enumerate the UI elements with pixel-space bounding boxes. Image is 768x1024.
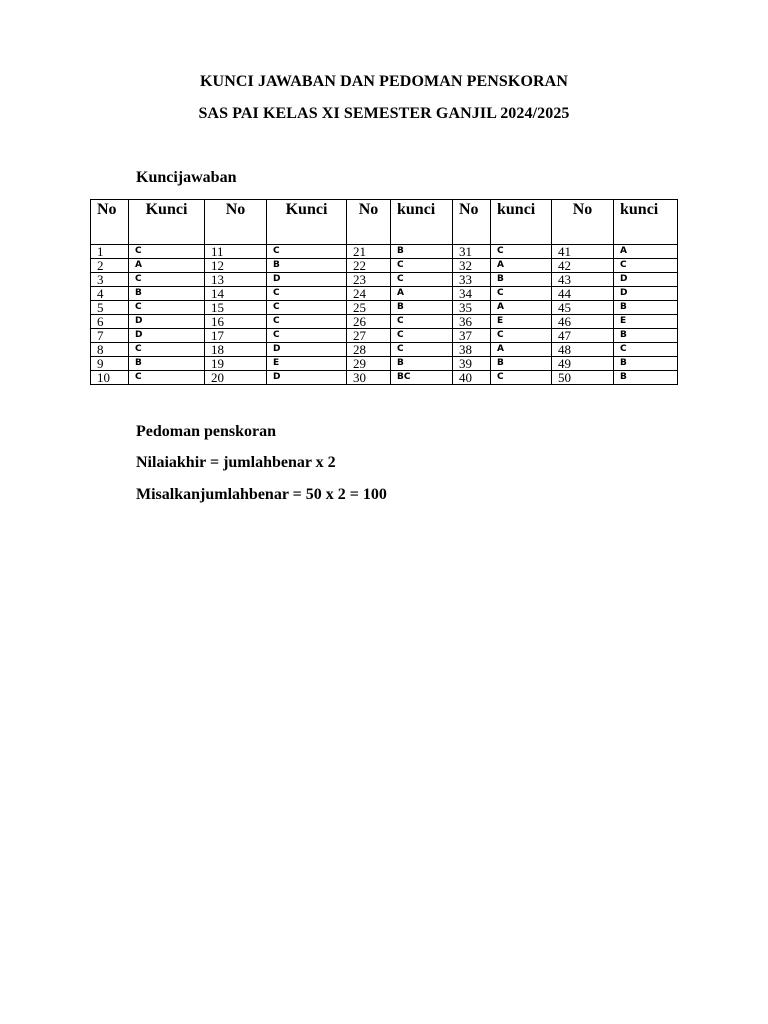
header-kunci-1: Kunci — [129, 200, 205, 245]
document-title: KUNCI JAWABAN DAN PEDOMAN PENSKORAN — [200, 73, 568, 90]
answer-key: C — [391, 315, 453, 329]
answer-key: E — [491, 315, 552, 329]
table-row — [91, 371, 678, 385]
answer-key: A — [491, 343, 552, 357]
answer-key-heading: Kuncijawaban — [136, 169, 237, 186]
table-row — [91, 259, 678, 273]
question-number: 19 — [205, 357, 267, 371]
question-number: 20 — [205, 371, 267, 385]
table-row — [91, 245, 678, 259]
question-number: 7 — [91, 329, 129, 343]
question-number: 46 — [552, 315, 614, 329]
question-number: 27 — [347, 329, 391, 343]
question-number: 24 — [347, 287, 391, 301]
question-number: 48 — [552, 343, 614, 357]
question-number: 42 — [552, 259, 614, 273]
question-number: 36 — [453, 315, 491, 329]
question-number: 21 — [347, 245, 391, 259]
question-number: 6 — [91, 315, 129, 329]
question-number: 37 — [453, 329, 491, 343]
header-kunci-2: Kunci — [267, 200, 347, 245]
answer-key: C — [391, 273, 453, 287]
answer-key: C — [267, 315, 347, 329]
question-number: 2 — [91, 259, 129, 273]
header-kunci-4: kunci — [491, 200, 552, 245]
question-number: 22 — [347, 259, 391, 273]
answer-key: C — [491, 245, 552, 259]
answer-key: B — [391, 357, 453, 371]
question-number: 10 — [91, 371, 129, 385]
question-number: 11 — [205, 245, 267, 259]
table-row — [91, 357, 678, 371]
answer-key: B — [614, 371, 678, 385]
question-number: 8 — [91, 343, 129, 357]
question-number: 31 — [453, 245, 491, 259]
question-number: 30 — [347, 371, 391, 385]
answer-key: B — [391, 301, 453, 315]
answer-key: B — [391, 245, 453, 259]
question-number: 49 — [552, 357, 614, 371]
answer-key: E — [267, 357, 347, 371]
question-number: 28 — [347, 343, 391, 357]
question-number: 14 — [205, 287, 267, 301]
header-no-2: No — [205, 200, 267, 245]
answer-key: C — [267, 329, 347, 343]
question-number: 38 — [453, 343, 491, 357]
answer-key: B — [614, 357, 678, 371]
table-row — [91, 273, 678, 287]
answer-key-body — [91, 245, 678, 385]
answer-key: C — [391, 343, 453, 357]
table-row — [91, 287, 678, 301]
question-number: 13 — [205, 273, 267, 287]
scoring-heading: Pedoman penskoran — [136, 423, 277, 440]
question-number: 50 — [552, 371, 614, 385]
answer-key: D — [614, 287, 678, 301]
question-number: 25 — [347, 301, 391, 315]
table-row — [91, 329, 678, 343]
scoring-formula: Nilaiakhir = jumlahbenar x 2 — [136, 454, 336, 471]
answer-key: E — [614, 315, 678, 329]
answer-key: C — [267, 301, 347, 315]
question-number: 16 — [205, 315, 267, 329]
question-number: 43 — [552, 273, 614, 287]
header-no-5: No — [552, 200, 614, 245]
answer-key: A — [491, 301, 552, 315]
answer-key: B — [614, 329, 678, 343]
question-number: 26 — [347, 315, 391, 329]
question-number: 17 — [205, 329, 267, 343]
question-number: 35 — [453, 301, 491, 315]
header-no-3: No — [347, 200, 391, 245]
question-number: 3 — [91, 273, 129, 287]
table-row — [91, 315, 678, 329]
question-number: 23 — [347, 273, 391, 287]
answer-key: A — [391, 287, 453, 301]
answer-key: C — [129, 245, 205, 259]
question-number: 5 — [91, 301, 129, 315]
document-subtitle: SAS PAI KELAS XI SEMESTER GANJIL 2024/2025 — [198, 105, 570, 122]
question-number: 9 — [91, 357, 129, 371]
answer-key: C — [491, 371, 552, 385]
question-number: 1 — [91, 245, 129, 259]
answer-key: C — [129, 273, 205, 287]
question-number: 40 — [453, 371, 491, 385]
answer-key: B — [129, 287, 205, 301]
answer-key: C — [491, 287, 552, 301]
header-no-4: No — [453, 200, 491, 245]
answer-key: C — [391, 329, 453, 343]
question-number: 12 — [205, 259, 267, 273]
question-number: 41 — [552, 245, 614, 259]
answer-key: BC — [391, 371, 453, 385]
table-row — [91, 301, 678, 315]
answer-key: D — [614, 273, 678, 287]
question-number: 18 — [205, 343, 267, 357]
answer-key-table — [90, 199, 678, 385]
header-no-1: No — [91, 200, 129, 245]
answer-key: D — [267, 371, 347, 385]
question-number: 32 — [453, 259, 491, 273]
question-number: 4 — [91, 287, 129, 301]
header-kunci-3: kunci — [391, 200, 453, 245]
answer-key: C — [391, 259, 453, 273]
answer-key: B — [267, 259, 347, 273]
answer-key: D — [267, 343, 347, 357]
question-number: 44 — [552, 287, 614, 301]
answer-key: A — [129, 259, 205, 273]
question-number: 39 — [453, 357, 491, 371]
answer-key: B — [614, 301, 678, 315]
answer-key: C — [267, 287, 347, 301]
answer-key: D — [267, 273, 347, 287]
header-kunci-5: kunci — [614, 200, 678, 245]
answer-key: B — [491, 357, 552, 371]
answer-key: C — [491, 329, 552, 343]
answer-key: D — [129, 329, 205, 343]
answer-key: B — [129, 357, 205, 371]
answer-key: A — [491, 259, 552, 273]
question-number: 47 — [552, 329, 614, 343]
scoring-example: Misalkanjumlahbenar = 50 x 2 = 100 — [136, 486, 387, 503]
table-header-row — [91, 200, 678, 245]
answer-key: C — [129, 371, 205, 385]
question-number: 15 — [205, 301, 267, 315]
question-number: 45 — [552, 301, 614, 315]
question-number: 33 — [453, 273, 491, 287]
answer-key: A — [614, 245, 678, 259]
answer-key: C — [614, 343, 678, 357]
answer-key: C — [129, 301, 205, 315]
question-number: 29 — [347, 357, 391, 371]
answer-key: C — [129, 343, 205, 357]
answer-key: C — [267, 245, 347, 259]
answer-key: B — [491, 273, 552, 287]
answer-key: D — [129, 315, 205, 329]
answer-key: C — [614, 259, 678, 273]
question-number: 34 — [453, 287, 491, 301]
table-row — [91, 343, 678, 357]
